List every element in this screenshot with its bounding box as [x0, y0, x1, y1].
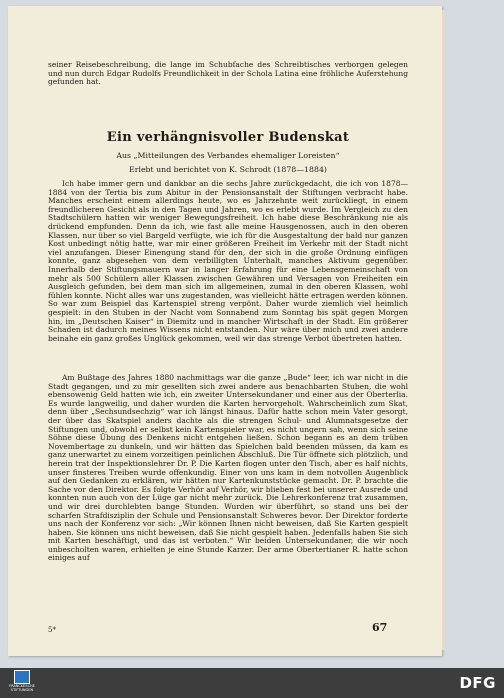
- viewer-footer-bar: [0, 668, 504, 698]
- body-paragraph-2: [48, 374, 408, 563]
- page-edge: [442, 10, 445, 650]
- dfg-logo[interactable]: DFG: [459, 674, 496, 692]
- signature-mark: 5*: [48, 626, 56, 634]
- logo-text: FRANCKESCHE STIFTUNGEN: [9, 684, 35, 692]
- document-page: [8, 6, 442, 656]
- intro-paragraph: seiner Reisebeschreibung, die lange im Schubfache des Schreibtisches verborgen gelegen und nun durch Edgar Rudolfs Freundlichkeit in der Schola Latina eine fröhliche Auferstehung gefunden hat.: [48, 60, 408, 87]
- page-number: 67: [372, 621, 388, 634]
- article-title: Ein verhängnisvoller Budenskat: [106, 130, 350, 145]
- paragraph-text: Ich habe immer gern und dankbar an die sechs Jahre zurückgedacht, die ich von 1878—1884 von der Tertia bis zum Abitur in der Pensionsanstalt der Stiftungen verbracht habe. Manches erscheint einem allerdings heute, wo es Jahrzehnte weit zurückliegt, in einem freundlicheren Gesicht als in den Tagen und Jahren, wo es erlebt wurde. Im Vergleich zu den Stadtschülern hatten wir weniger Bewegungsfreiheit. Ich habe diese Beschränkung nie als drückend empfunden. Denn da ich, wie fast alle meine Hausgenossen, auch in den oberen Klassen, nur über so viel Bargeld verfügte, wie ich für die Ausgestaltung der bald nur ganzen Kost unbedingt nötig hatte, war mir einer größeren Freiheit im Verkehr mit der Stadt nicht viel anzufangen. Dieser Einengung stand für den, der sich in die große Ordnung einfügen konnte, ganz abgesehen von dem verbilligten Unterhalt, manches Aktivum gegenüber. Innerhalb der Stiftungsmauern war in langer Erfahrung für eine Lebensgemeinschaft von mehr als 500 Schülern aller Klassen zwischen Gewähren und Versagen von Freiheiten ein Ausgleich gefunden, bei dem man sich im allgemeinen, zumal in den oberen Klassen, wohl fühlen konnte. Nicht alles war uns zugestanden, was vielleicht hätte ertragen werden können. So war zum Beispiel das Kartenspiel streng verpönt. Daher wurde ziemlich viel heimlich gespielt: in den Stuben in der Nacht vom Sonnabend zum Sonntag bis spät gegen Morgen hin, im „Deutschen Kaiser“ in Diemitz und in mancher Wirtschaft in der Stadt. Ein größerer Schaden ist dadurch meines Wissens nicht entstanden. Nur wäre über mich und zwei andere beinahe ein ganz großes Unglück gekommen, weil wir das strenge Verbot übertreten hatten.: [48, 179, 408, 343]
- institution-logo[interactable]: [6, 670, 38, 696]
- body-paragraph-1: [48, 180, 408, 343]
- article-subtitle: Aus „Mitteilungen des Verbandes ehemaliger Loreisten“: [116, 151, 340, 160]
- paragraph-text: Am Bußtage des Jahres 1880 nachmittags war die ganze „Bude“ leer, ich war nicht in die Stadt gegangen, und zu mir gesellten sich zwei andere aus benachbarten Stuben, die wohl ebensowenig Geld hatten wie ich, ein zweiter Untersekundaner und einer aus der Oberterlia. Es wurde langweilig, und daher wurden die Karten hervorgeholt. Wahrscheinlich zum Skat, denn über „Sechsundsechzig“ war ich längst hinaus. Dafür hatte schon mein Vater gesorgt, der über das Skatspiel anders dachte als die strengen Schul- und Alumnatsgesetze der Stiftungen und, obwohl er selbst kein Kartenspieler war, es nicht ungern sah, wenn sich seine Söhne diese Übung des Denkens nicht entgehen ließen. Schon begann es an dem trüben Novembertage zu dunkeln, und wir hätten das Spielchen bald beenden müssen, da kam es ganz unerwartet zu einem vorzeitigen peinlichen Abschluß. Die Tür öffnete sich plötzlich, und herein trat der Inspektionslehrer Dr. P. Die Karten flogen unter den Tisch, aber es half nichts, unser finsteres Treiben wurde offenkundig. Einer von uns kam in dem notvollen Augenblick auf den Gedanken zu erklären, wir hätten nur Kartenkunststücke gemacht. Dr. P. brachte die Sache vor den Direktor. Es folgte Verhör auf Verhör, wir blieben fest bei unserer Ausrede und konnten nun auch von der Lüge gar nicht mehr zurück. Die Lehrerkonferenz trat zusammen, und wir drei durchlebten bange Stunden. Wurden wir überführt, so stand uns bei der scharfen Strafdisziplin der Schule und Pensionsanstalt Schweres bevor. Der Direktor forderte uns nach der Konferenz vor sich: „Wir können Ihnen nicht beweisen, daß Sie Karten gespielt haben. Sie können uns nicht beweisen, daß Sie nicht gespielt haben. Jedenfalls haben Sie sich mit Karten beschäftigt, und das ist verboten.“ Wir beiden Untersekundaner, die wir noch unbescholten waren, erhielten je eine Stunde Karzer. Der arme Obertertianer R. hatte schon einiges auf: [48, 373, 408, 563]
- article-byline: Erlebt und berichtet von K. Schrodt (1878—1884): [129, 165, 327, 174]
- logo-icon: [14, 670, 30, 684]
